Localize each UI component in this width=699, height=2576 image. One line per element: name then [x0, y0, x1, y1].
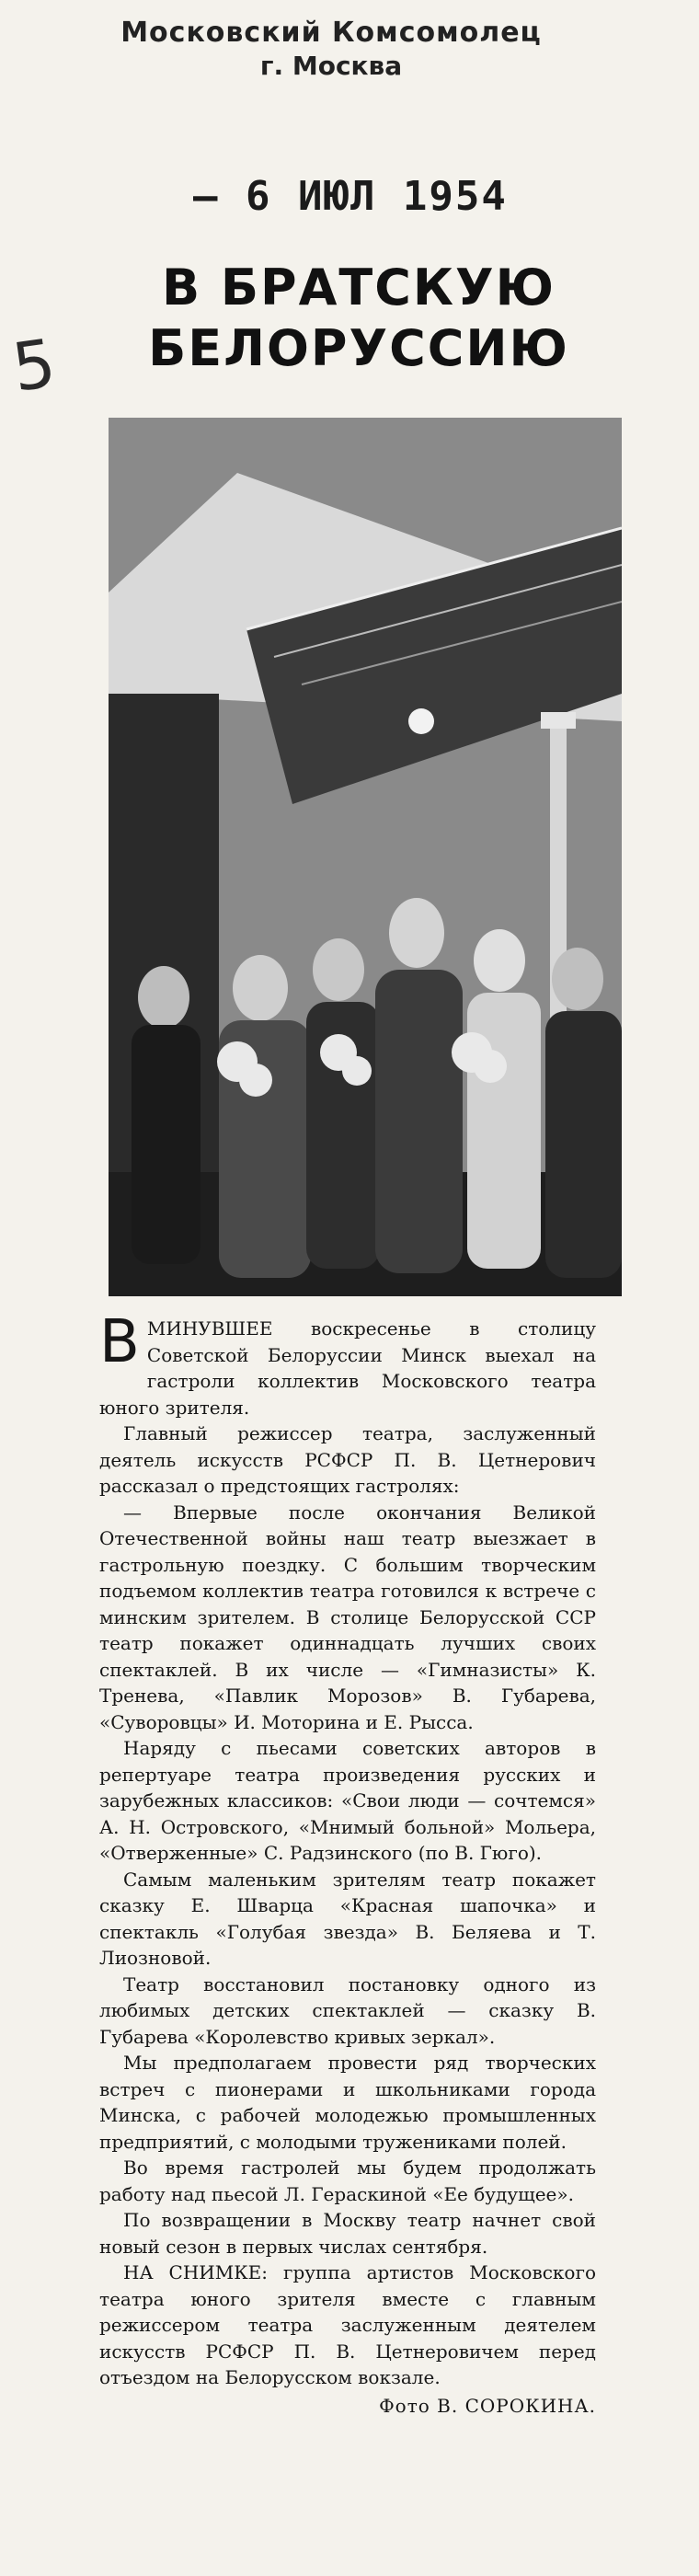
article-paragraph: Самым маленьким зрителям театр покажет сказку Е. Шварца «Красная шапочка» и спектакль «Голубая звезда» В. Беляева и Т. Лиозновой.	[99, 1868, 596, 1969]
headline-line-1: В БРАТСКУЮ	[161, 259, 556, 316]
masthead	[110, 17, 552, 81]
article-paragraph: Наряду с пьесами советских авторов в репертуаре театра произведения русских и зарубежных классиков: «Свои люди — сочтемся» А. Н. Островского, «Мнимый больной» Мольера, «Отверженные» С. Радзинского (по В. Гюго).	[99, 1737, 596, 1864]
photo-credit: Фото В. СОРОКИНА.	[379, 2394, 596, 2417]
article-lead: ВМИНУВШЕЕ воскресенье в столицу Советской Белоруссии Минск выехал на гастроли коллектив Московского театра юного зрителя.	[99, 1308, 596, 1419]
lamp	[408, 708, 434, 734]
article-paragraph: Главный режиссер театра, заслуженный деятель искусств РСФСР П. В. Цетнерович рассказал о предстоящих гастролях:	[99, 1422, 596, 1497]
photo-caption: НА СНИМКЕ: группа артистов Московского театра юного зрителя вместе с главным режиссером театра заслуженным деятелем искусств РСФСР П. В. Цетнеровичем перед отъездом на Белорусском вокзале.	[99, 2261, 596, 2388]
headline-line-2: БЕЛОРУССИЮ	[148, 319, 569, 377]
article-paragraph: — Впервые после окончания Великой Отечественной войны наш театр выезжает в гастрольную поездку. С большим творческим подъемом коллектив театра готовился к встрече с минским зрителем. В столице Белорусской ССР театр покажет одиннадцать лучших своих спектаклей. В их числе — «Гимназисты» К. Тренева, «Павлик Морозов» В. Губарева, «Суворовцы» И. Моторина и Е. Рысса.	[99, 1501, 596, 1733]
newspaper-city: г. Москва	[259, 51, 403, 81]
newspaper-title: Московский Комсомолец	[120, 17, 542, 49]
headline	[120, 258, 598, 379]
date-stamp: – 6 ИЮЛ 1954	[193, 173, 508, 220]
photo-illustration	[109, 418, 622, 1296]
article-body	[99, 1308, 596, 2419]
article-paragraph: По возвращении в Москву театр начнет свой новый сезон в первых числах сентября.	[99, 2209, 596, 2258]
article-paragraph: Мы предполагаем провести ряд творческих встреч с пионерами и школьниками города Минска, с рабочей молодежью промышленных предприятий, с молодыми тружениками полей.	[99, 2052, 596, 2153]
group-photo	[109, 418, 622, 1296]
article-paragraph: Во время гастролей мы будем продолжать работу над пьесой Л. Гераскиной «Ее будущее».	[99, 2156, 596, 2205]
article-paragraph: Театр восстановил постановку одного из любимых детских спектаклей — сказку В. Губарева «Королевство кривых зеркал».	[99, 1972, 596, 2048]
drop-cap: В	[99, 1308, 140, 1376]
handwritten-mark: 5	[7, 324, 61, 407]
